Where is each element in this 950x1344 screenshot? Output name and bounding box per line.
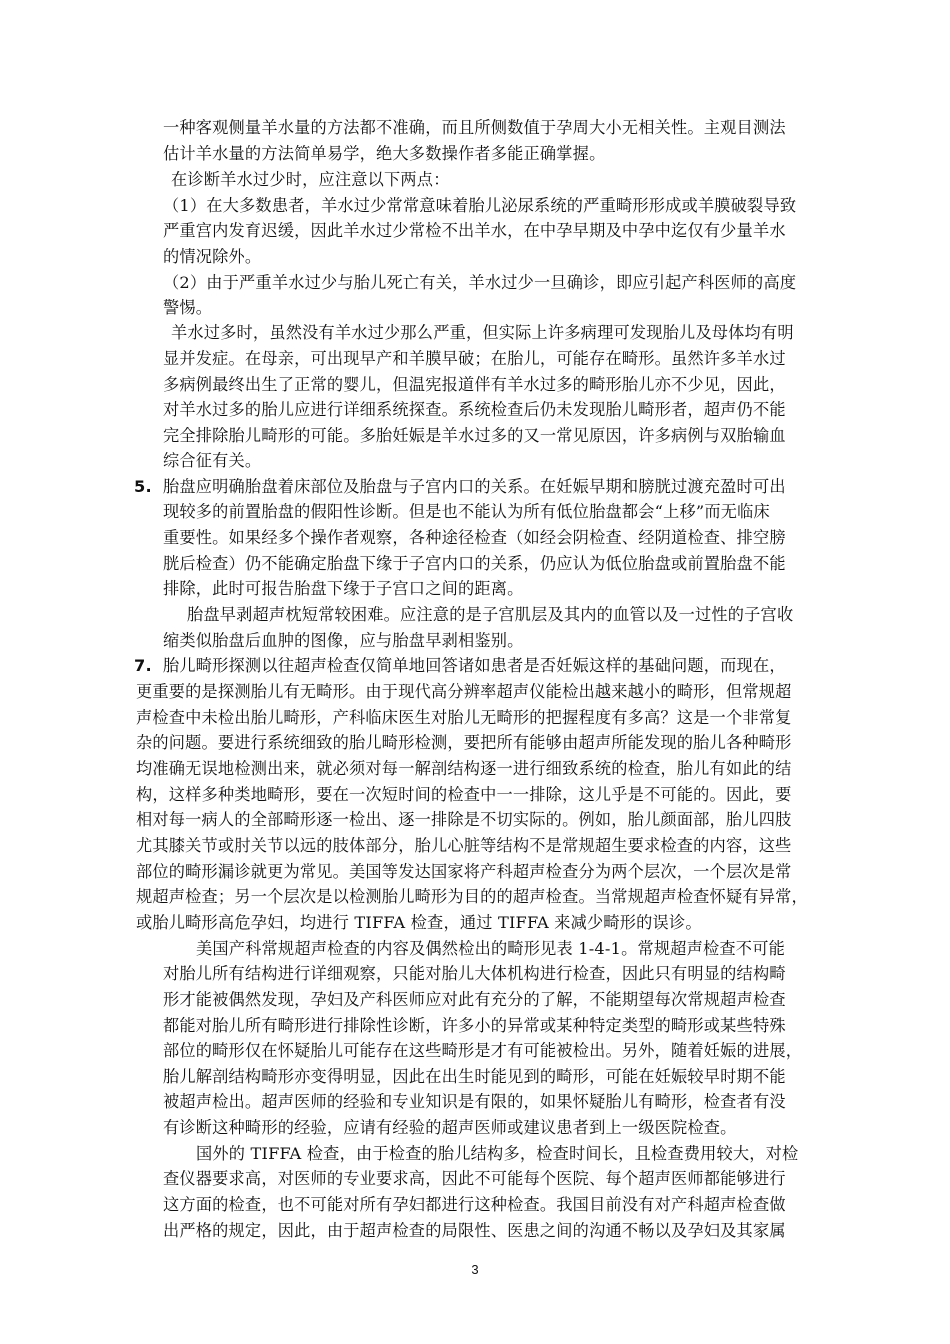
text-line: 相对每一病人的全部畸形逐一检出、逐一排除是不切实际的。例如，胎儿颜面部，胎儿四肢 [136,810,792,829]
text-line: 估计羊水量的方法简单易学，绝大多数操作者多能正确掌握。 [163,144,606,163]
text-line: 规超声检查；另一个层次是以检测胎儿畸形为目的的超声检查。当常规超声检查怀疑有异常， [136,887,808,906]
text-line: 均准确无误地检测出来，就必须对每一解剖结构逐一进行细致系统的检查，胎儿有如此的结 [136,759,792,778]
text-line: 完全排除胎儿畸形的可能。多胎妊娠是羊水过多的又一常见原因，许多病例与双胎输血 [163,426,786,445]
text-line: 现较多的前置胎盘的假阳性诊断。但是也不能认为所有低位胎盘都会“上移”而无临床 [163,502,770,521]
text-line: 部位的畸形仅在怀疑胎儿可能存在这些畸形是才有可能被检出。另外，随着妊娠的进展， [163,1041,803,1060]
text-line: （1）在大多数患者，羊水过少常常意味着胎儿泌尿系统的严重畸形形成或羊膜破裂导致 [163,196,797,215]
text-line: 构，这样多种类地畸形，要在一次短时间的检查中一一排除，这儿乎是不可能的。因此，要 [136,785,792,804]
text-line: 警惕。 [163,298,213,317]
text-line: 被超声检出。超声医师的经验和专业知识是有限的，如果怀疑胎儿有畸形，检查者有没 [163,1092,786,1111]
text-line: 尤其膝关节或肘关节以远的肢体部分，胎儿心脏等结构不是常规超生要求检查的内容，这些 [136,836,792,855]
text-line: 胎盘早剥超声枕短常较困难。应注意的是子宫肌层及其内的血管以及一过性的子宫收 [187,605,794,624]
text-line: 胱后检查）仍不能确定胎盘下缘于子宫内口的关系，仍应认为低位胎盘或前置胎盘不能 [163,554,786,573]
text-line: 胎儿畸形探测以往超声检查仅简单地回答诸如患者是否妊娠这样的基础问题，而现在， [163,656,786,675]
text-line: 对羊水过多的胎儿应进行详细系统探查。系统检查后仍未发现胎儿畸形者，超声仍不能 [163,400,786,419]
text-line: 部位的畸形漏诊就更为常见。美国等发达国家将产科超声检查分为两个层次，一个层次是常 [136,862,792,881]
text-line: 胎儿解剖结构畸形亦变得明显，因此在出生时能见到的畸形，可能在妊娠较早时期不能 [163,1067,786,1086]
text-line: 的情况除外。 [163,247,262,266]
text-line: 重要性。如果经多个操作者观察，各种途径检查（如经会阴检查、经阴道检查、排空膀 [163,528,786,547]
text-line: 多病例最终出生了正常的婴儿，但温宪报道伴有羊水过多的畸形胎儿亦不少见，因此， [163,375,786,394]
text-line: 显并发症。在母亲，可出现早产和羊膜早破；在胎儿，可能存在畸形。虽然许多羊水过 [163,349,786,368]
text-line: 声检查中未检出胎儿畸形，产科临床医生对胎儿无畸形的把握程度有多高？这是一个非常复 [136,708,792,727]
text-line: 查仪器要求高，对医师的专业要求高，因此不可能每个医院、每个超声医师都能够进行 [163,1169,786,1188]
page-number: 3 [471,1262,479,1277]
text-line: 排除，此时可报告胎盘下缘于子宫口之间的距离。 [163,579,524,598]
text-line: 都能对胎儿所有畸形进行排除性诊断，许多小的异常或某种特定类型的畸形或某些特殊 [163,1016,786,1035]
text-line: 有诊断这种畸形的经验，应请有经验的超声医师或建议患者到上一级医院检查。 [163,1118,737,1137]
text-line: 更重要的是探测胎儿有无畸形。由于现代高分辨率超声仪能检出越来越小的畸形，但常规超 [136,682,792,701]
text-line: 在诊断羊水过少时，应注意以下两点： [171,170,450,189]
text-line: 杂的问题。要进行系统细致的胎儿畸形检测，要把所有能够由超声所能发现的胎儿各种畸形 [136,733,792,752]
text-line: 对胎儿所有结构进行详细观察，只能对胎儿大体机构进行检查，因此只有明显的结构畸 [163,964,786,983]
text-line: 羊水过多时，虽然没有羊水过少那么严重，但实际上许多病理可发现胎儿及母体均有明 [171,323,794,342]
text-line: 出严格的规定，因此，由于超声检查的局限性、医患之间的沟通不畅以及孕妇及其家属 [163,1221,786,1240]
text-line: 这方面的检查，也不可能对所有孕妇都进行这种检查。我国目前没有对产科超声检查做 [163,1195,786,1214]
text-line: 形才能被偶然发现，孕妇及产科医师应对此有充分的了解，不能期望每次常规超声检查 [163,990,786,1009]
text-line: 缩类似胎盘后血肿的图像，应与胎盘早剥相鉴别。 [163,631,524,650]
text-line: 胎盘应明确胎盘着床部位及胎盘与子宫内口的关系。在妊娠早期和膀胱过渡充盈时可出 [163,477,786,496]
text-line: 或胎儿畸形高危孕妇，均进行 TIFFA 检查，通过 TIFFA 来减少畸形的误诊。 [136,913,702,932]
text-line: 综合征有关。 [163,451,262,470]
text-line: （2）由于严重羊水过少与胎儿死亡有关，羊水过少一旦确诊，即应引起产科医师的高度 [163,273,797,292]
text-line: 国外的 TIFFA 检查，由于检查的胎儿结构多，检查时间长，且检查费用较大，对检 [196,1144,799,1163]
text-line: 一种客观侧量羊水量的方法都不准确，而且所侧数值于孕周大小无相关性。主观目测法 [163,118,786,137]
list-number: 7. [134,656,152,675]
list-number: 5. [134,477,152,496]
text-line: 严重宫内发育迟缓，因此羊水过少常检不出羊水，在中孕早期及中孕中迄仅有少量羊水 [163,221,786,240]
text-line: 美国产科常规超声检查的内容及偶然检出的畸形见表 1-4-1。常规超声检查不可能 [196,939,785,958]
